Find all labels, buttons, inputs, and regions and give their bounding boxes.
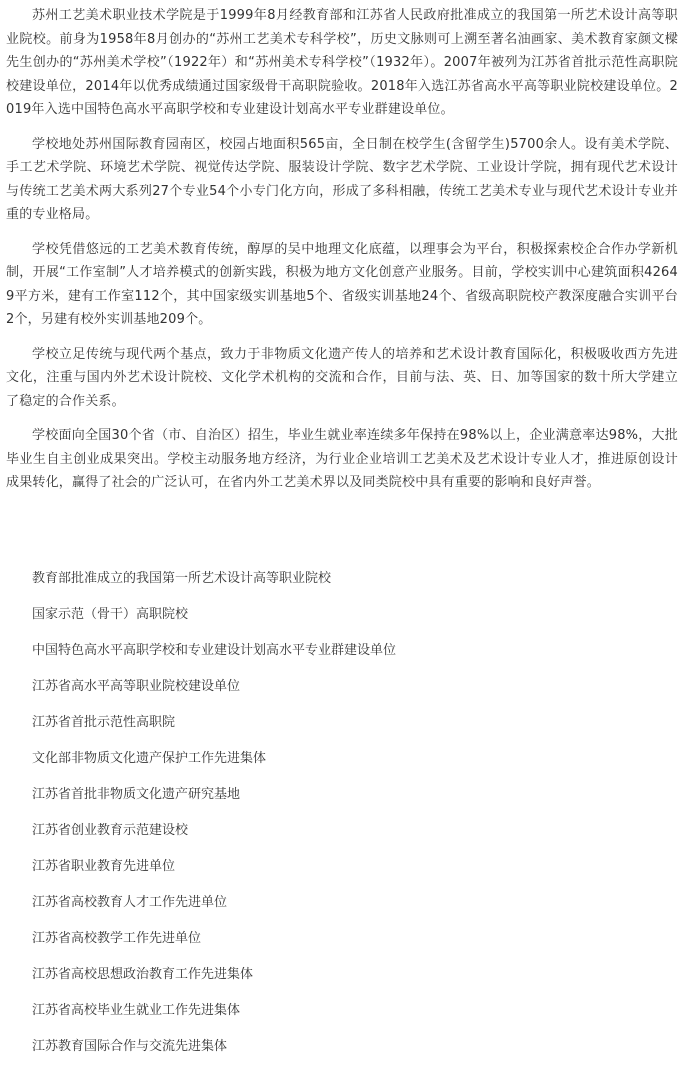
intro-paragraph-employment: 学校面向全国30个省（市、自治区）招生，毕业生就业率连续多年保持在98%以上，企业满意率达98%，大批毕业生自主创业成果突出。学校主动服务地方经济，为行业企业培训工艺美术及艺术设计专业人才，推进原创设计成果转化，赢得了社会的广泛认可，在省内外工艺美术界以及同类院校中具有重要的影响和良好声誉。 xyxy=(6,428,678,490)
honor-item: 江苏省高校毕业生就业工作先进集体 xyxy=(32,1003,241,1018)
honor-item: 国家示范（骨干）高职院校 xyxy=(32,607,189,622)
honor-item: 江苏省高水平高等职业院校建设单位 xyxy=(32,679,241,694)
honor-item: 江苏省首批非物质文化遗产研究基地 xyxy=(32,787,241,802)
intro-paragraph-history: 苏州工艺美术职业技术学院是于1999年8月经教育部和江苏省人民政府批准成立的我国第一所艺术设计高等职业院校。前身为1958年8月创办的“苏州工艺美术专科学校”，历史文脉则可上溯至著名油画家、美术教育家颜文樑先生创办的“苏州美术学校”（1922年）和“苏州美术专科学校”（1932年）。2007年被列为江苏省首批示范性高职院校建设单位，2014年以优秀成绩通过国家级骨干高职院验收。2018年入选江苏省高水平高等职业院校建设单位。2019年入选中国特色高水平高职学校和专业建设计划高水平专业群建设单位。 xyxy=(6,8,678,117)
honor-item: 江苏省高校思想政治教育工作先进集体 xyxy=(32,967,254,982)
intro-paragraph-training: 学校凭借悠远的工艺美术教育传统，醇厚的吴中地理文化底蕴，以理事会为平台，积极探索校企合作办学新机制，开展“工作室制”人才培养模式的创新实践，积极为地方文化创意产业服务。目前，学校实训中心建筑面积42649平方米，建有工作室112个，其中国家级实训基地5个、省级实训基地24个、省级高职院校产教深度融合实训平台2个，另建有校外实训基地209个。 xyxy=(6,241,678,327)
honor-item: 江苏教育国际合作与交流先进集体 xyxy=(32,1039,228,1054)
intro-paragraph-campus: 学校地处苏州国际教育园南区，校园占地面积565亩，全日制在校学生(含留学生)5700余人。设有美术学院、手工艺术学院、环境艺术学院、视觉传达学院、服装设计学院、数字艺术学院、工业设计学院，拥有现代艺术设计与传统工艺美术两大系列27个专业54个小专门化方向，形成了多科相融，传统工艺美术专业与现代艺术设计专业并重的专业格局。 xyxy=(6,136,678,222)
honor-item: 江苏省创业教育示范建设校 xyxy=(32,823,189,838)
honor-item: 教育部批准成立的我国第一所艺术设计高等职业院校 xyxy=(32,571,332,586)
intro-paragraph-international: 学校立足传统与现代两个基点，致力于非物质文化遗产传人的培养和艺术设计教育国际化，积极吸收西方先进文化，注重与国内外艺术设计院校、文化学术机构的交流和合作，目前与法、英、日、加等国家的数十所大学建立了稳定的合作关系。 xyxy=(6,346,678,409)
honor-item: 文化部非物质文化遗产保护工作先进集体 xyxy=(32,751,267,766)
honor-item: 江苏省高校教育人才工作先进单位 xyxy=(32,895,228,910)
honors-list xyxy=(32,567,672,1071)
honor-item: 江苏省首批示范性高职院 xyxy=(32,715,176,730)
honor-item: 中国特色高水平高职学校和专业建设计划高水平专业群建设单位 xyxy=(32,643,397,658)
honor-item: 江苏省高校教学工作先进单位 xyxy=(32,931,202,946)
article-body xyxy=(6,4,678,506)
honor-item: 江苏省职业教育先进单位 xyxy=(32,859,176,874)
